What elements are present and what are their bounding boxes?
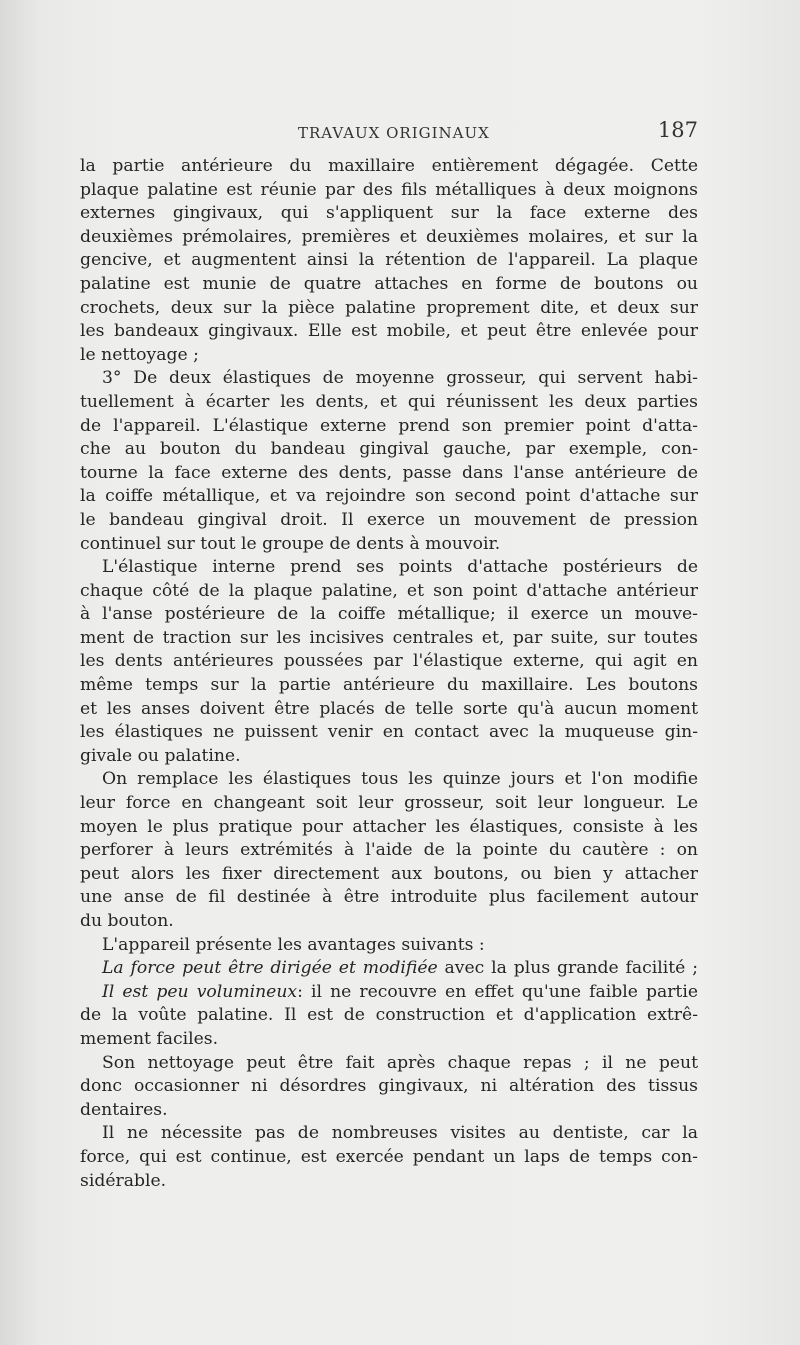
line-text: plaque palatine est réunie par des fils métalliques à deux moignons bbox=[80, 179, 698, 200]
line-text: che au bouton du bandeau gingival gauche, par exemple, con- bbox=[80, 439, 698, 460]
text-line bbox=[80, 768, 698, 792]
text-line bbox=[80, 249, 698, 273]
text-line bbox=[80, 179, 698, 203]
text-line bbox=[80, 485, 698, 509]
line-text: moyen le plus pratique pour attacher les élastiques, consiste à les bbox=[80, 816, 698, 837]
line-text: la coiffe métallique, et va rejoindre son second point d'attache sur bbox=[80, 486, 698, 507]
line-text: de l'appareil. L'élastique externe prend son premier point d'atta- bbox=[80, 415, 698, 436]
line-text: la partie antérieure du maxillaire entièrement dégagée. Cette bbox=[80, 156, 698, 176]
line-text: les dents antérieures poussées par l'élastique externe, qui agit en bbox=[80, 651, 698, 672]
line-text: tourne la face externe des dents, passe dans l'anse antérieure de bbox=[80, 462, 698, 483]
running-title: TRAVAUX ORIGINAUX bbox=[298, 124, 490, 142]
line-text: et les anses doivent être placés de telle sorte qu'à aucun moment bbox=[80, 698, 698, 719]
text-line bbox=[80, 603, 698, 627]
text-line bbox=[80, 674, 698, 698]
line-text: chaque côté de la plaque palatine, et son point d'attache antérieur bbox=[80, 580, 698, 601]
italic-phrase: Il est peu volumineux bbox=[102, 981, 298, 1002]
page-header bbox=[80, 118, 700, 148]
line-text: gencive, et augmentent ainsi la rétention de l'appareil. La plaque bbox=[80, 250, 698, 271]
line-text: même temps sur la partie antérieure du maxillaire. Les boutons bbox=[80, 675, 698, 696]
line-text: du bouton. bbox=[80, 911, 174, 931]
line-text: à l'anse postérieure de la coiffe métallique; il exerce un mouve- bbox=[80, 604, 698, 625]
text-line bbox=[80, 580, 698, 604]
line-text: externes gingivaux, qui s'appliquent sur la face externe des bbox=[80, 203, 698, 224]
text-line bbox=[80, 650, 698, 674]
line-text: L'appareil présente les avantages suivants : bbox=[102, 934, 485, 955]
text-line bbox=[80, 745, 698, 769]
text-line bbox=[80, 698, 698, 722]
text-line bbox=[80, 391, 698, 415]
text-line bbox=[80, 792, 698, 816]
line-text: le bandeau gingival droit. Il exerce un mouvement de pression bbox=[80, 509, 698, 530]
text-line bbox=[80, 202, 698, 226]
line-text: les élastiques ne puissent venir en contact avec la muqueuse gin- bbox=[80, 722, 698, 743]
line-text: mement faciles. bbox=[80, 1028, 219, 1049]
line-text: Son nettoyage peut être fait après chaque repas ; il ne peut bbox=[102, 1052, 698, 1073]
text-line bbox=[80, 627, 698, 651]
line-text: palatine est munie de quatre attaches en forme de boutons ou bbox=[80, 273, 698, 294]
text-line bbox=[80, 1004, 698, 1028]
line-text: leur force en changeant soit leur grosseur, soit leur longueur. Le bbox=[80, 793, 698, 814]
line-text: sidérable. bbox=[80, 1170, 167, 1191]
text-line bbox=[80, 934, 698, 958]
text-line bbox=[80, 226, 698, 250]
text-line bbox=[80, 1099, 698, 1123]
text-line bbox=[80, 816, 698, 840]
line-text: ment de traction sur les incisives centrales et, par suite, sur toutes bbox=[80, 627, 698, 648]
text-line bbox=[80, 839, 698, 863]
text-line bbox=[80, 415, 698, 439]
line-text: les bandeaux gingivaux. Elle est mobile, et peut être enlevée pour bbox=[80, 321, 698, 342]
line-text: crochets, deux sur la pièce palatine proprement dite, et deux sur bbox=[80, 297, 698, 318]
line-text: le nettoyage ; bbox=[80, 344, 199, 365]
body-text bbox=[80, 155, 698, 1193]
text-line bbox=[80, 344, 698, 368]
text-line bbox=[80, 1052, 698, 1076]
text-line bbox=[80, 533, 698, 557]
text-line bbox=[80, 886, 698, 910]
line-text: avec la plus grande facilité ; bbox=[437, 958, 698, 979]
line-text: 3° De deux élastiques de moyenne grosseur, qui servent habi- bbox=[102, 368, 698, 389]
line-text: une anse de fil destinée à être introduite plus facilement autour bbox=[80, 887, 698, 908]
line-text: force, qui est continue, est exercée pendant un laps de temps con- bbox=[80, 1146, 698, 1167]
line-text: de la voûte palatine. Il est de construction et d'application extrê- bbox=[80, 1005, 698, 1026]
text-line bbox=[80, 320, 698, 344]
text-line bbox=[80, 438, 698, 462]
text-line bbox=[80, 273, 698, 297]
italic-phrase: La force peut être dirigée et modifiée bbox=[102, 958, 438, 979]
text-line bbox=[80, 1028, 698, 1052]
line-text: dentaires. bbox=[80, 1099, 168, 1120]
text-line bbox=[80, 981, 698, 1005]
text-line bbox=[80, 1146, 698, 1170]
text-line bbox=[80, 1170, 698, 1194]
line-text: continuel sur tout le groupe de dents à mouvoir. bbox=[80, 533, 501, 554]
line-text: tuellement à écarter les dents, et qui réunissent les deux parties bbox=[80, 391, 698, 412]
line-text: deuxièmes prémolaires, premières et deuxièmes molaires, et sur la bbox=[80, 226, 698, 247]
line-text: peut alors les fixer directement aux boutons, ou bien y attacher bbox=[80, 863, 698, 884]
page-number: 187 bbox=[657, 118, 698, 142]
line-text: donc occasionner ni désordres gingivaux, ni altération des tissus bbox=[80, 1076, 698, 1097]
text-line bbox=[80, 1122, 698, 1146]
line-text: L'élastique interne prend ses points d'attache postérieurs de bbox=[102, 557, 698, 578]
line-text: : il ne recouvre en effet qu'une faible partie bbox=[297, 981, 699, 1002]
line-text: perforer à leurs extrémités à l'aide de la pointe du cautère : on bbox=[80, 840, 698, 861]
text-line bbox=[80, 910, 698, 934]
line-text: givale ou palatine. bbox=[80, 745, 241, 766]
text-line bbox=[80, 462, 698, 486]
text-line bbox=[80, 509, 698, 533]
text-line bbox=[80, 556, 698, 580]
line-text: On remplace les élastiques tous les quinze jours et l'on modifie bbox=[102, 769, 698, 790]
line-text: Il ne nécessite pas de nombreuses visites au dentiste, car la bbox=[102, 1123, 698, 1144]
text-line bbox=[80, 155, 698, 179]
text-line bbox=[80, 863, 698, 887]
text-line bbox=[80, 1075, 698, 1099]
text-line bbox=[80, 297, 698, 321]
text-line bbox=[80, 721, 698, 745]
text-line bbox=[80, 957, 698, 981]
text-line bbox=[80, 367, 698, 391]
